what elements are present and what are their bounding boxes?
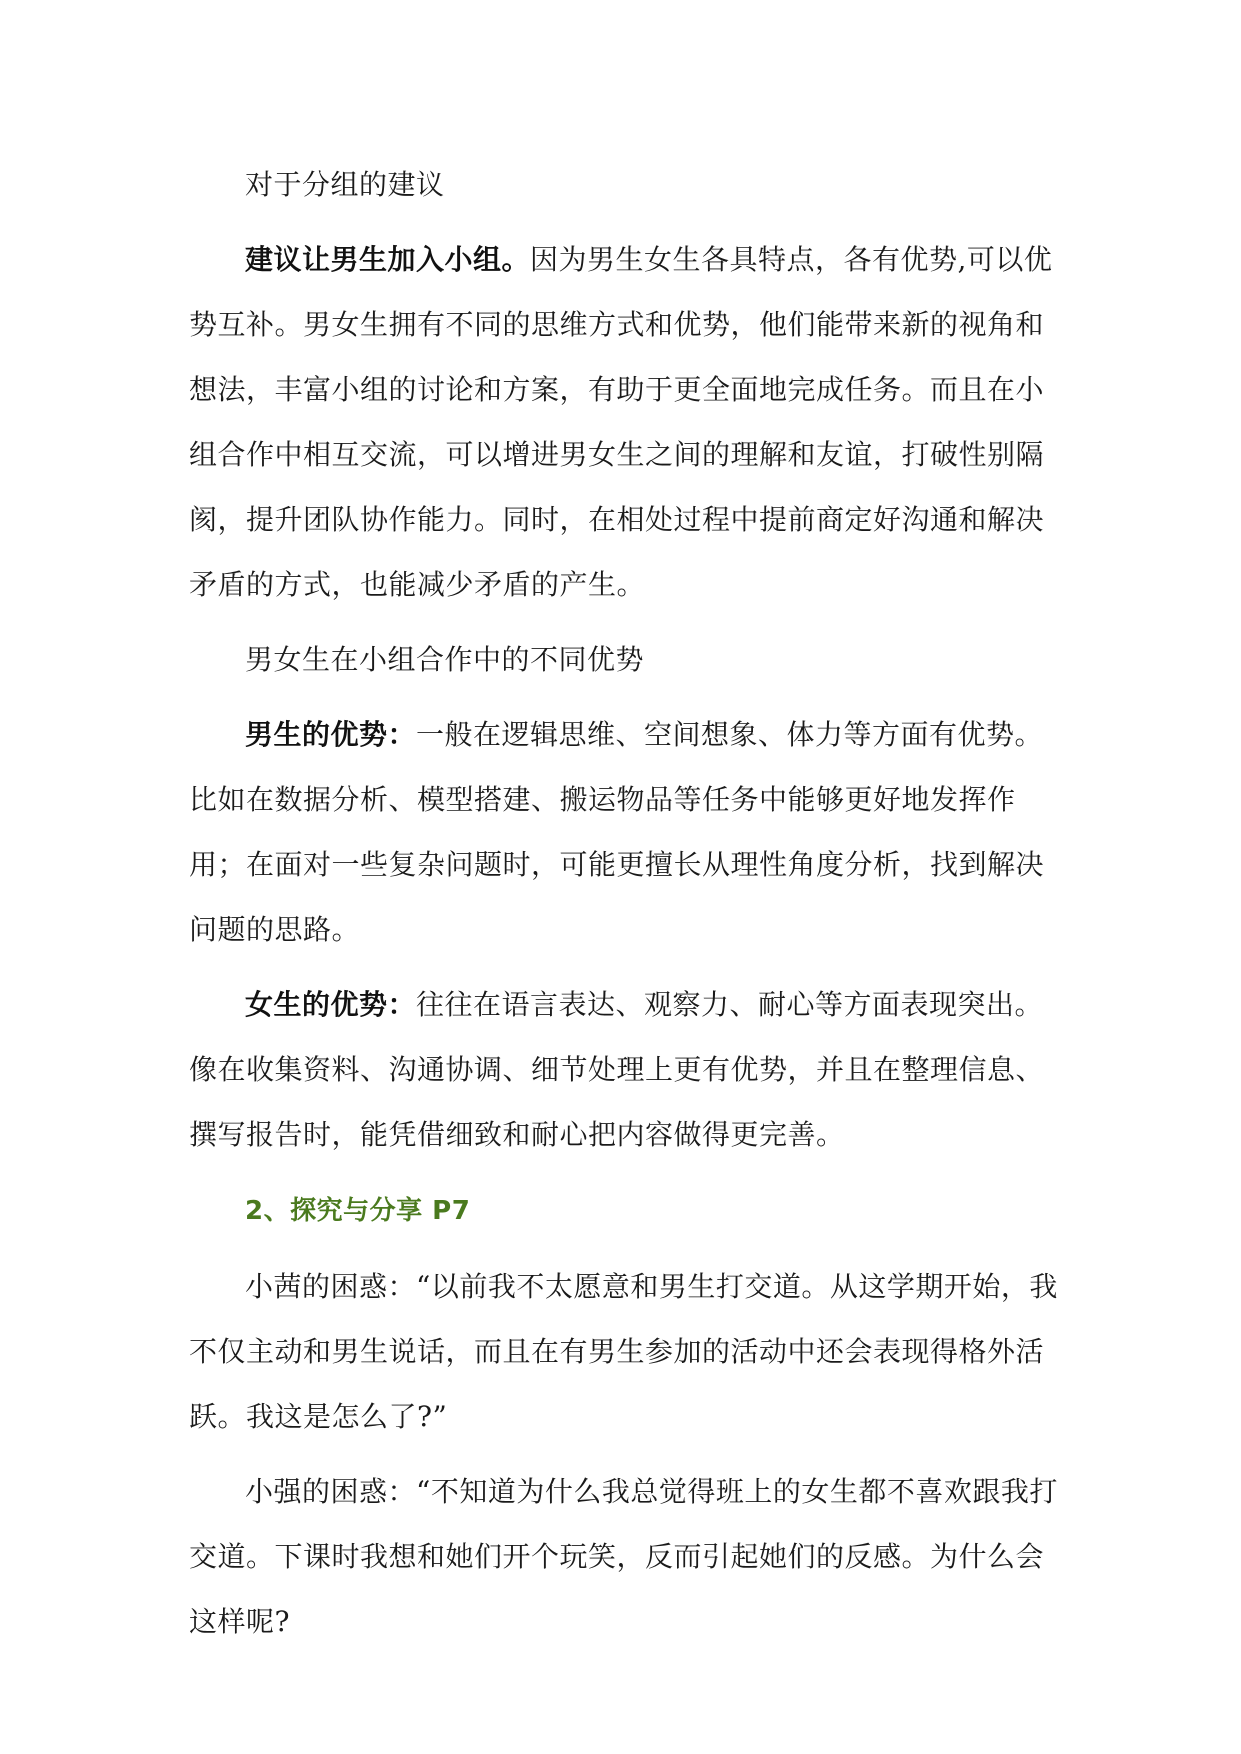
paragraph-xiaoqiang-confusion: 小强的困惑：“不知道为什么我总觉得班上的女生都不喜欢跟我打交道。下课时我想和她们开个玩笑，反而引起她们的反感。为什么会这样呢?	[189, 1475, 1058, 1638]
paragraph-lead: 女生的优势：	[245, 988, 417, 1021]
paragraph-xiaoqian-confusion: 小茜的困惑：“以前我不太愿意和男生打交道。从这学期开始，我不仅主动和男生说话，而且在有男生参加的活动中还会表现得格外活跃。我这是怎么了?”	[189, 1270, 1058, 1433]
paragraph-text: 往往在语言表达、观察力、耐心等方面表现突出。像在收集资料、沟通协调、细节处理上更有优势，并且在整理信息、撰写报告时，能凭借细致和耐心把内容做得更完善。	[189, 988, 1045, 1151]
document-page	[189, 152, 1069, 1654]
section-heading-explore-share	[189, 1177, 1069, 1244]
section-title-grouping: 对于分组的建议	[245, 168, 445, 201]
paragraph-lead: 男生的优势：	[245, 718, 417, 751]
heading-text: 2、探究与分享 P7	[245, 1196, 471, 1226]
paragraph-grouping-advice	[189, 227, 1069, 617]
paragraph-text: 一般在逻辑思维、空间想象、体力等方面有优势。比如在数据分析、模型搭建、搬运物品等任务中能够更好地发挥作用；在面对一些复杂问题时，可能更擅长从理性角度分析，找到解决问题的思路。	[189, 718, 1045, 946]
paragraph-text: 因为男生女生各具特点，各有优势,可以优势互补。男女生拥有不同的思维方式和优势，他们能带来新的视角和想法，丰富小组的讨论和方案，有助于更全面地完成任务。而且在小组合作中相互交流，可以增进男女生之间的理解和友谊，打破性别隔阂，提升团队协作能力。同时，在相处过程中提前商定好沟通和解决矛盾的方式，也能减少矛盾的产生。	[189, 243, 1053, 601]
paragraph-girls-advantages	[189, 972, 1069, 1167]
paragraph-lead: 建议让男生加入小组。	[245, 243, 531, 276]
paragraph-boys-advantages	[189, 702, 1069, 962]
section-title-advantages: 男女生在小组合作中的不同优势	[245, 643, 645, 676]
